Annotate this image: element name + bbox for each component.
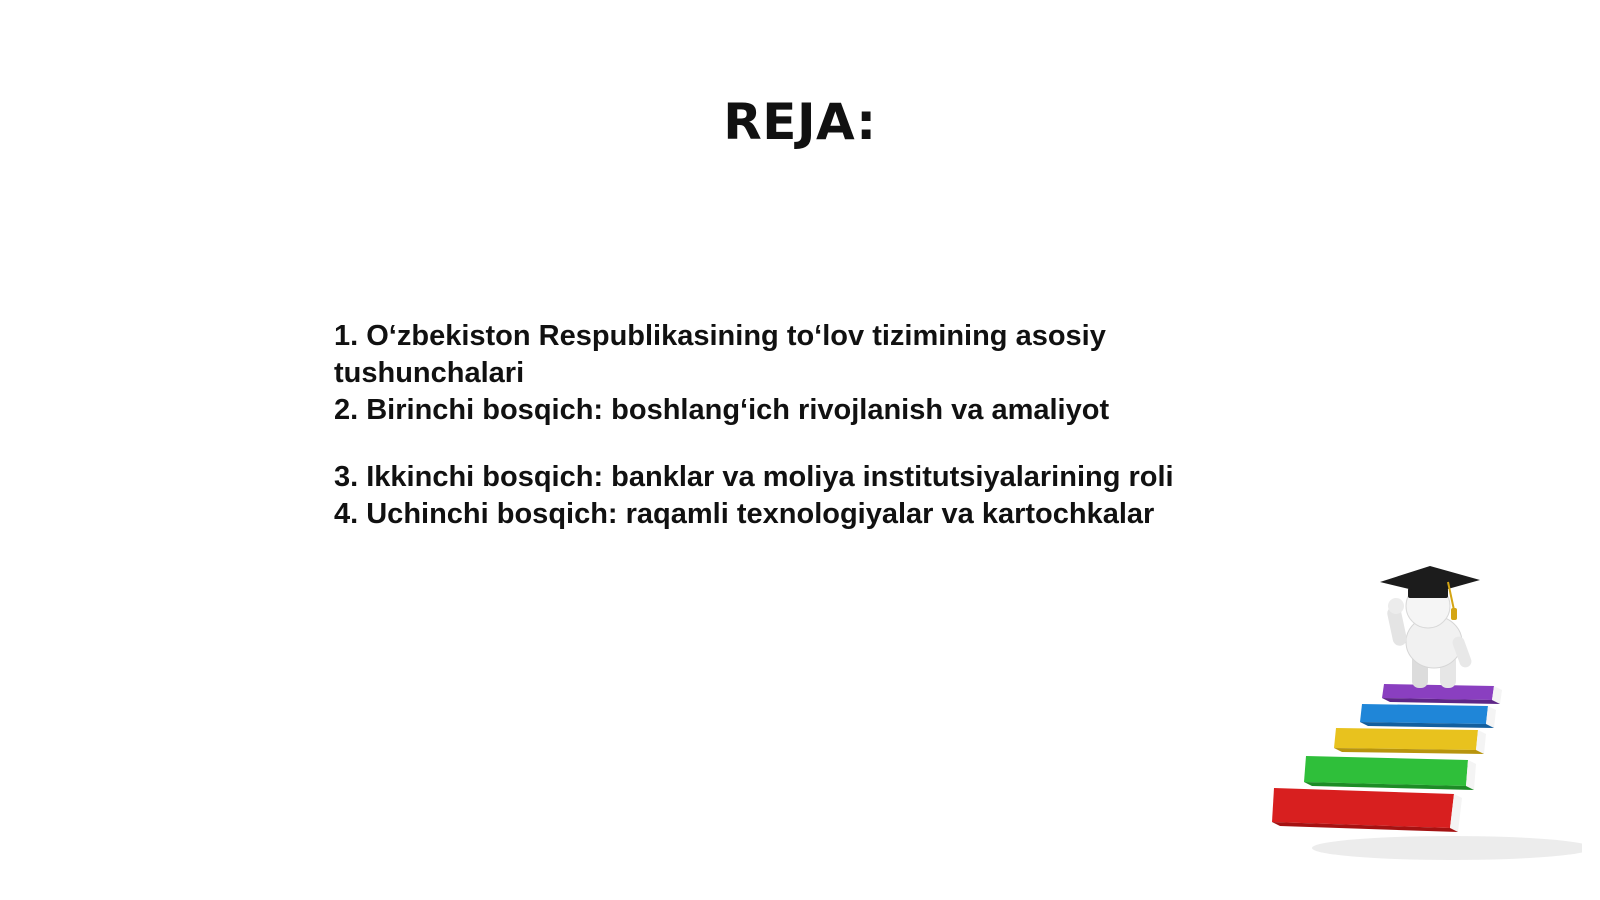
- plan-item-1: 1. O‘zbekiston Respublikasining to‘lov tizimining asosiy tushunchalari: [334, 320, 1106, 389]
- plan-item-3: 3. Ikkinchi bosqich: banklar va moliya institutsiyalarining roli: [334, 461, 1174, 493]
- plan-item-2: 2. Birinchi bosqich: boshlang‘ich rivojlanish va amaliyot: [334, 394, 1110, 426]
- yellow-book-icon: [1334, 728, 1486, 754]
- blue-book-icon: [1360, 704, 1496, 728]
- graduate-figure-icon: [1380, 566, 1480, 688]
- graduate-on-books-icon: [1262, 566, 1582, 866]
- red-book-icon: [1272, 788, 1462, 832]
- plan-item-4: 4. Uchinchi bosqich: raqamli texnologiyalar va kartochkalar: [334, 498, 1155, 530]
- plan-list: [334, 318, 1194, 533]
- purple-book-icon: [1382, 684, 1502, 704]
- green-book-icon: [1304, 756, 1476, 790]
- slide-title: REJA:: [723, 93, 877, 151]
